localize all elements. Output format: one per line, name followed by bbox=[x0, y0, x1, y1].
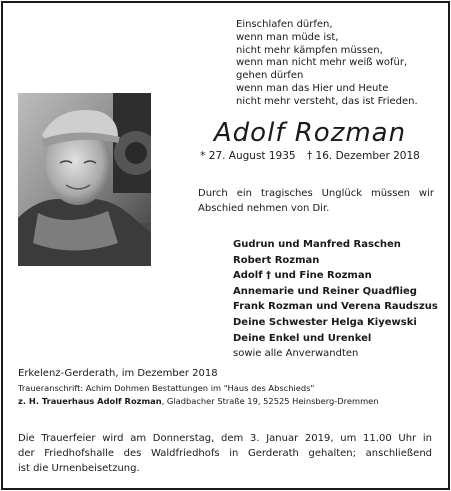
address-rest: , Gladbacher Straße 19, 52525 Heinsberg-Dremmen bbox=[161, 396, 379, 406]
address-line bbox=[18, 395, 379, 407]
family-member: Deine Enkel und Urenkel bbox=[233, 332, 372, 344]
notice-line: der Friedhofshalle des Waldfriedhofs in Gerderath gehalten; anschließend bbox=[18, 448, 432, 459]
birth-date: * 27. August 1935 bbox=[200, 150, 296, 162]
notice-line: Die Trauerfeier wird am Donnerstag, dem 3. Januar 2019, um 11.00 Uhr in bbox=[18, 433, 432, 444]
family-member: Frank Rozman und Verena Raudszus bbox=[233, 301, 438, 313]
family-member: Annemarie und Reiner Quadflieg bbox=[233, 285, 417, 297]
family-list bbox=[233, 237, 438, 362]
life-dates bbox=[176, 150, 444, 162]
poem-line: wenn man müde ist, bbox=[236, 31, 339, 43]
address-prefix: z. H. Trauerhaus Adolf Rozman bbox=[18, 396, 162, 406]
deceased-name: Adolf Rozman bbox=[213, 118, 407, 148]
place-date: Erkelenz-Gerderath, im Dezember 2018 bbox=[18, 368, 218, 379]
notice-line: ist die Urnenbeisetzung. bbox=[18, 463, 140, 474]
intro-line: Durch ein tragisches Unglück müssen wir bbox=[198, 188, 434, 199]
intro-line: Abschied nehmen von Dir. bbox=[198, 203, 330, 214]
family-member: Gudrun und Manfred Raschen bbox=[233, 239, 401, 250]
poem-line: nicht mehr kämpfen müssen, bbox=[236, 44, 383, 56]
family-member: Adolf † und Fine Rozman bbox=[233, 270, 372, 282]
poem-line: nicht mehr versteht, das ist Frieden. bbox=[236, 95, 418, 107]
poem-line: Einschlafen dürfen, bbox=[236, 19, 333, 30]
trauer-anschrift: Traueranschrift: Achim Dohmen Bestattungen im "Haus des Abschieds" bbox=[18, 383, 315, 393]
poem bbox=[236, 19, 418, 109]
family-member: Deine Schwester Helga Kiyewski bbox=[233, 316, 417, 328]
portrait-photo bbox=[18, 93, 151, 266]
intro-text bbox=[198, 186, 434, 216]
poem-line: wenn man das Hier und Heute bbox=[236, 82, 389, 94]
family-member: sowie alle Anverwandten bbox=[233, 348, 359, 360]
family-member: Robert Rozman bbox=[233, 254, 320, 266]
poem-line: gehen dürfen bbox=[236, 70, 304, 82]
funeral-notice bbox=[18, 431, 432, 476]
death-date: † 16. Dezember 2018 bbox=[306, 150, 420, 162]
poem-line: wenn man nicht mehr weiß wofür, bbox=[236, 57, 408, 69]
